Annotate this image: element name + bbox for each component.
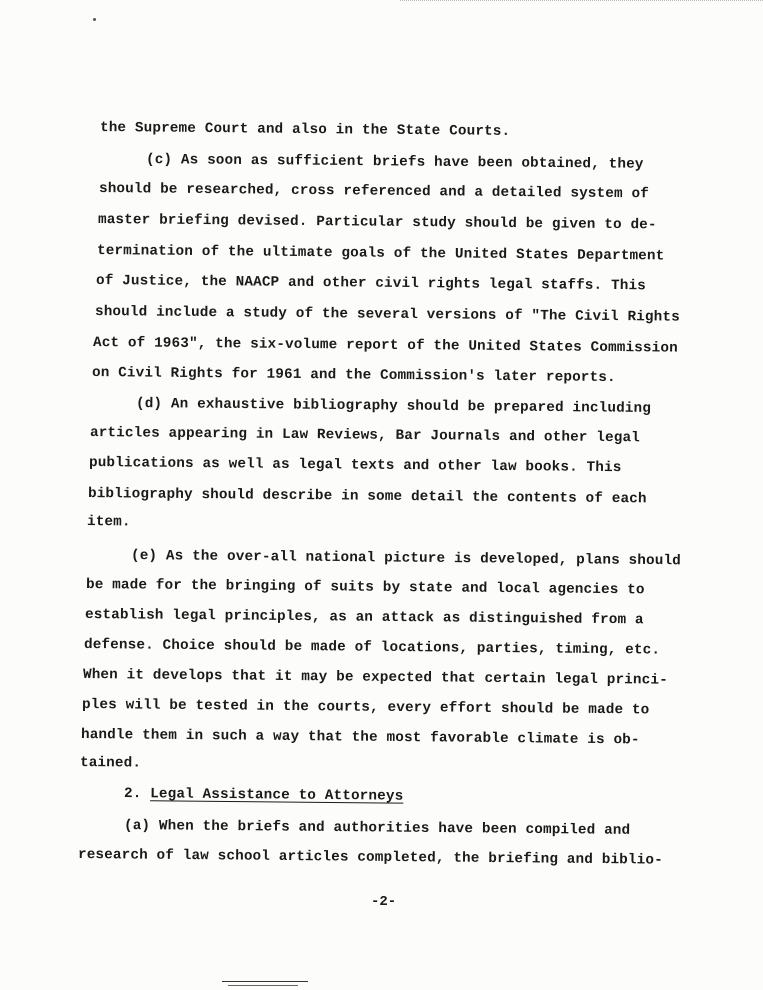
text-line: (d) An exhaustive bibliography should be prepared including: [135, 396, 652, 417]
text-line: the Supreme Court and also in the State Courts.: [99, 120, 511, 140]
text-line: research of law school articles completed, the briefing and biblio-: [77, 847, 663, 869]
text-line: of Justice, the NAACP and other civil rights legal staffs. This: [95, 273, 647, 295]
text-line: (c) As soon as sufficient briefs have been obtained, they: [145, 152, 644, 173]
text-line: establish legal principles, as an attack as distinguished from a: [84, 607, 644, 629]
text-line: (e) As the over-all national picture is developed, plans should: [130, 548, 682, 570]
text-line: on Civil Rights for 1961 and the Commission's later reports.: [91, 365, 616, 387]
text-line: be made for the bringing of suits by state and local agencies to: [85, 577, 645, 599]
text-line: termination of the ultimate goals of the United States Department: [96, 243, 665, 265]
text-line: ples will be tested in the courts, every effort should be made to: [81, 697, 650, 719]
section-number: 2.: [123, 786, 151, 803]
text-line: publications as well as legal texts and other law books. This: [88, 455, 622, 477]
page-number: -2-: [371, 894, 397, 910]
text-line: When it develops that it may be expected that certain legal princi-: [82, 667, 668, 689]
text-line: bibliography should describe in some detail the contents of each: [87, 486, 647, 508]
text-line: should include a study of the several versions of "The Civil Rights: [94, 304, 680, 326]
footer-rule: [222, 981, 308, 982]
text-line: handle them in such a way that the most favorable climate is ob-: [80, 727, 640, 749]
text-line: item.: [86, 514, 131, 531]
scan-speck: [93, 18, 96, 21]
text-line: Act of 1963", the six-volume report of the United States Commission: [92, 335, 678, 357]
text-line: defense. Choice should be made of locations, parties, timing, etc.: [83, 637, 661, 659]
text-line: should be researched, cross referenced and a detailed system of: [98, 181, 650, 203]
text-line: articles appearing in Law Reviews, Bar Journals and other legal: [89, 425, 641, 447]
top-edge-dots: [400, 0, 763, 1]
text-line: master briefing devised. Particular study should be given to de-: [97, 212, 657, 234]
text-line: (a) When the briefs and authorities have been compiled and: [123, 818, 631, 839]
section-heading: [124, 786, 404, 805]
text-line: tained.: [79, 755, 142, 772]
section-title: Legal Assistance to Attorneys: [150, 786, 404, 805]
footer-rule: [228, 985, 298, 986]
